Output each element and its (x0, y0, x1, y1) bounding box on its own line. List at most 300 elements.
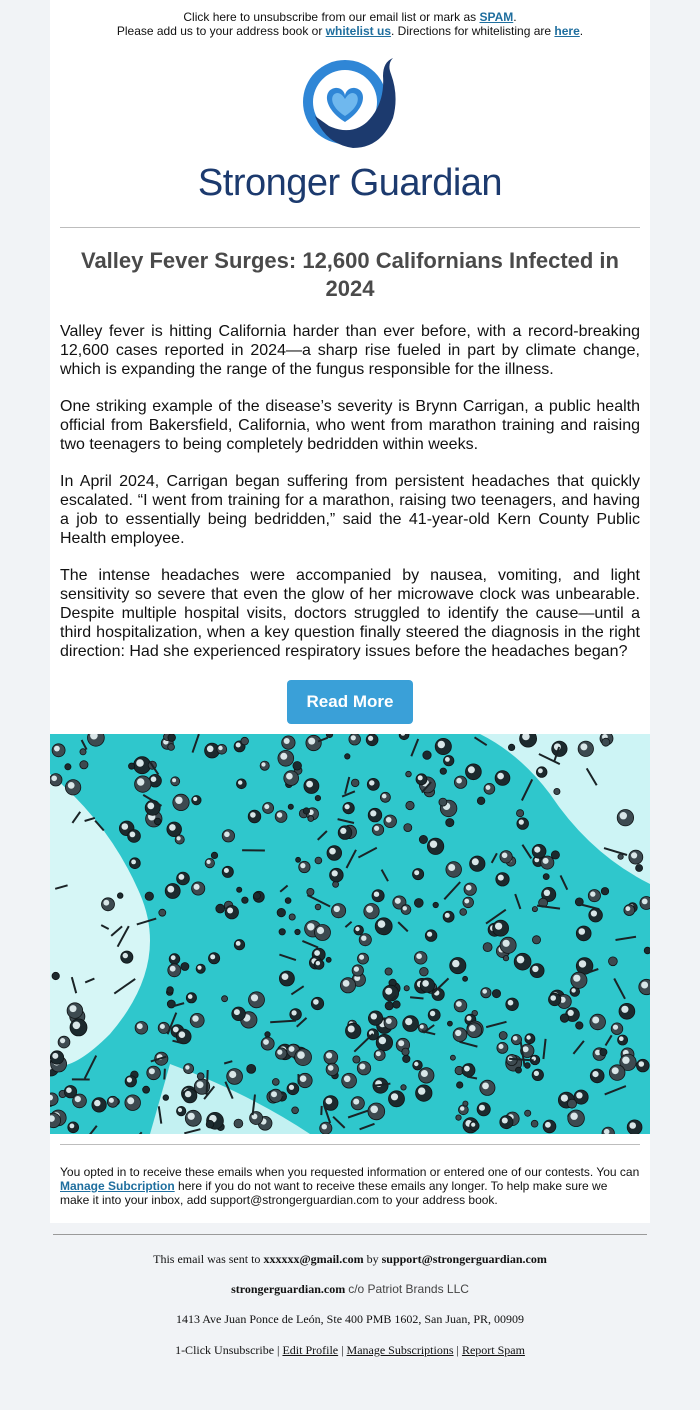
legal-divider (53, 1234, 647, 1235)
whitelist-directions-link[interactable]: here (554, 24, 580, 38)
read-more-button[interactable]: Read More (287, 680, 413, 724)
spore-highlight (579, 960, 586, 967)
header-divider (60, 227, 640, 228)
spore-highlight (513, 1036, 518, 1041)
spore-highlight (326, 1052, 332, 1058)
spore-highlight (374, 826, 379, 831)
spore-cell (117, 893, 123, 899)
spore-cell (406, 801, 414, 809)
spore-cell (237, 887, 242, 892)
spore-highlight (137, 1023, 143, 1029)
spore-highlight (391, 1093, 398, 1100)
spore-highlight (534, 1071, 539, 1076)
spore-highlight (207, 860, 211, 864)
spore-highlight (626, 906, 631, 911)
spore-cell (439, 798, 447, 806)
spore-highlight (355, 927, 359, 931)
preheader (50, 10, 650, 38)
spore-highlight (344, 1076, 351, 1083)
spore-highlight (502, 853, 508, 859)
spore-cell (80, 749, 86, 755)
spore-highlight (532, 966, 538, 972)
article-paragraph: In April 2024, Carrigan began suffering from persistent headaches that quickly escalated. “I went from training for a marathon, raising two teenagers, and having a job to essentially being bedridden,” said the 41-year-old Kern County Public Health employee. (60, 473, 640, 547)
spore-highlight (300, 1075, 307, 1082)
spore-highlight (456, 1001, 462, 1007)
spore-cell (447, 1021, 452, 1026)
spore-cell (234, 1119, 243, 1128)
spore-highlight (185, 1065, 189, 1069)
spore-highlight (284, 738, 290, 744)
spore-highlight (403, 906, 407, 910)
whitelist-link[interactable]: whitelist us (325, 24, 392, 38)
spore-highlight (590, 891, 595, 896)
spore-cell (222, 996, 228, 1002)
spore-highlight (621, 1006, 628, 1013)
spore-cell (265, 1032, 270, 1037)
spore-highlight (452, 960, 459, 967)
spore-highlight (224, 832, 230, 838)
spore-cell (517, 810, 524, 817)
spore-highlight (374, 892, 379, 897)
spore-highlight (179, 874, 185, 880)
spore-highlight (379, 1037, 386, 1044)
hypha-strand (207, 1070, 208, 1095)
spore-highlight (369, 780, 374, 785)
spore-highlight (103, 900, 109, 906)
spore-cell (353, 1056, 360, 1063)
spore-cell (242, 897, 248, 903)
spore-cell (463, 1101, 468, 1106)
spore-highlight (68, 782, 75, 789)
spore-cell (181, 963, 189, 971)
spore-highlight (430, 841, 437, 848)
spore-highlight (197, 966, 201, 970)
edit-profile-link[interactable]: Edit Profile (282, 1343, 339, 1357)
spore-cell (551, 851, 559, 859)
spore-highlight (127, 1097, 134, 1104)
spore-cell (636, 865, 643, 872)
spore-highlight (334, 906, 340, 912)
spore-cell (419, 835, 427, 843)
spore-highlight (378, 920, 386, 928)
spore-highlight (592, 1071, 598, 1077)
spore-cell (272, 1079, 279, 1086)
spore-highlight (122, 823, 129, 830)
spore-cell (303, 808, 309, 814)
spore-highlight (172, 778, 176, 782)
spore-cell (241, 737, 249, 745)
spore-cell (576, 1022, 583, 1029)
spore-highlight (371, 1013, 377, 1019)
preheader-line-2: Please add us to your address book or whitelist us. Directions for whitelisting are here. (116, 24, 584, 38)
spore-highlight (52, 1053, 58, 1059)
spore-highlight (445, 757, 450, 762)
spore-cell (477, 797, 485, 805)
spore-highlight (523, 1046, 529, 1052)
spore-cell (450, 1055, 455, 1060)
spore-highlight (631, 852, 637, 858)
spore-highlight (464, 1066, 470, 1072)
spore-cell (247, 1064, 256, 1073)
spore-highlight (641, 982, 648, 989)
optin-notice: You opted in to receive these emails when you requested information or entered one of our contests. You can Manage Subcription here if you do not want to receive these emails any longer. To help make sure we make it into your inbox, add support@strongerguardian.com to your address book. (60, 1165, 640, 1207)
spore-highlight (482, 1083, 489, 1090)
spore-highlight (289, 1046, 295, 1052)
spore-highlight (292, 1010, 297, 1015)
spore-highlight (188, 994, 193, 999)
spore-highlight (263, 1039, 269, 1045)
spore-highlight (418, 1087, 425, 1094)
spore-highlight (329, 848, 336, 855)
spore-highlight (218, 746, 222, 750)
spore-highlight (503, 940, 510, 947)
spore-highlight (579, 928, 586, 935)
spore-cell (456, 1115, 461, 1120)
spore-highlight (526, 1035, 530, 1039)
spore-highlight (580, 743, 587, 750)
spore-cell (351, 779, 359, 787)
spore-highlight (427, 932, 432, 937)
spore-highlight (495, 923, 502, 930)
spore-cell (288, 804, 293, 809)
spore-cell (216, 904, 225, 913)
company-name: c/o Patriot Brands LLC (348, 1282, 469, 1296)
spore-cell (285, 898, 291, 904)
spore-cell (644, 947, 650, 954)
spore-highlight (178, 1108, 182, 1112)
spore-cell (423, 751, 431, 759)
article-paragraph: The intense headaches were accompanied by nausea, vomiting, and light sensitivity so severe that even the glow of her microwave clock was unbearable. Despite multiple hospital visits, doctors struggled to identify the cause—until a third hospitalization, when a key question finally steered the diagnosis in the right direction: Had she experienced respiratory issues before the headaches began? (60, 567, 640, 660)
spore-highlight (328, 1065, 334, 1071)
spore-highlight (348, 1026, 355, 1033)
spore-highlight (127, 1077, 132, 1082)
spore-cell (80, 761, 88, 769)
spore-highlight (282, 973, 289, 980)
preheader-line-1: Click here to unsubscribe from our email list or mark as SPAM. (183, 10, 517, 24)
spore-highlight (471, 1123, 475, 1127)
postal-address: 1413 Ave Juan Ponce de León, Ste 400 PMB 1602, San Juan, PR, 00909 (175, 1312, 525, 1326)
spore-highlight (508, 1000, 514, 1006)
manage-subscriptions-link[interactable]: Manage Subscriptions (346, 1343, 454, 1357)
spore-cell (154, 818, 161, 825)
spore-highlight (308, 738, 315, 745)
spore-cell (308, 816, 314, 822)
spore-highlight (418, 775, 423, 780)
spore-cell (532, 907, 537, 912)
spore-cell (401, 1085, 406, 1090)
spore-highlight (197, 1081, 204, 1088)
spore-highlight (517, 956, 525, 964)
spore-highlight (236, 743, 241, 748)
spore-highlight (456, 778, 462, 784)
spore-highlight (236, 941, 241, 946)
spore-highlight (307, 923, 314, 930)
spore-highlight (332, 870, 338, 876)
spore-cell (602, 738, 610, 746)
spore-highlight (251, 994, 258, 1001)
spore-cell (457, 1082, 463, 1088)
spore-highlight (60, 1038, 65, 1043)
spore-cell (52, 972, 59, 979)
article-paragraph: One striking example of the disease’s severity is Brynn Carrigan, a public health official from Bakersfield, California, who went from marathon training and raising two teenagers to being completely bedridden within weeks. (60, 398, 640, 453)
microscopy-hero-image[interactable] (50, 734, 650, 1134)
spore-cell (601, 888, 608, 895)
spore-highlight (300, 863, 305, 868)
spore-cell (402, 1048, 409, 1055)
spore-highlight (354, 967, 359, 972)
spore-highlight (544, 890, 550, 896)
spore-highlight (147, 803, 154, 810)
spore-highlight (519, 820, 524, 825)
spore-highlight (313, 999, 319, 1005)
spore-highlight (345, 804, 350, 809)
spore-cell (159, 909, 166, 916)
spore-cell (483, 943, 492, 952)
spore-highlight (455, 1030, 461, 1036)
spore-cell (554, 788, 560, 794)
spore-highlight (66, 1087, 72, 1093)
spore-cell (292, 1107, 299, 1114)
spore-cell (145, 892, 153, 900)
spore-highlight (499, 1044, 504, 1049)
spore-cell (543, 874, 549, 880)
spore-highlight (170, 966, 176, 972)
spore-highlight (207, 746, 214, 753)
spore-highlight (430, 1011, 435, 1016)
spore-cell (516, 1067, 522, 1073)
spore-highlight (361, 936, 366, 941)
spore-cell (446, 819, 454, 827)
spore-highlight (192, 1015, 198, 1021)
spore-highlight (370, 810, 376, 816)
spore-highlight (130, 832, 136, 838)
spore-cell (463, 976, 468, 981)
article-body (60, 322, 640, 679)
spore-highlight (306, 781, 313, 788)
spore-highlight (136, 759, 144, 767)
spore-highlight (94, 1100, 100, 1106)
spore-highlight (385, 988, 392, 995)
spore-highlight (177, 836, 181, 840)
spore-cell (618, 854, 623, 859)
spore-highlight (568, 1010, 574, 1016)
spore-cell (254, 892, 261, 899)
spore-highlight (420, 1025, 424, 1029)
spore-cell (404, 824, 412, 832)
company-line (0, 1282, 700, 1296)
spore-highlight (160, 1024, 165, 1029)
spore-highlight (368, 736, 373, 741)
legal-links: 1-Click Unsubscribe | Edit Profile | Manage Subscriptions | Report Spam (175, 1343, 525, 1357)
spore-highlight (398, 1040, 404, 1046)
spore-highlight (229, 1071, 236, 1078)
spore-highlight (70, 1005, 77, 1012)
spore-highlight (224, 868, 229, 873)
spore-cell (560, 1014, 568, 1022)
spore-cell (289, 914, 295, 920)
spore-highlight (185, 1091, 191, 1097)
spore-highlight (137, 778, 144, 785)
spore-cell (315, 857, 322, 864)
spore-highlight (131, 860, 136, 865)
spore-highlight (151, 776, 157, 782)
spore-highlight (340, 828, 346, 834)
spore-highlight (414, 1062, 418, 1066)
spore-cell (385, 968, 392, 975)
spore-highlight (543, 858, 549, 864)
spore-highlight (466, 885, 472, 891)
brand-name: Stronger Guardian (197, 162, 503, 204)
spore-highlight (193, 797, 197, 801)
spore-cell (433, 902, 438, 907)
spore-cell (206, 1120, 214, 1128)
spore-highlight (570, 1113, 577, 1120)
spore-cell (406, 771, 412, 777)
spore-cell (532, 936, 540, 944)
spore-cell (296, 857, 301, 862)
spore-highlight (149, 1068, 155, 1074)
manage-subscription-link[interactable]: Manage Subcription (60, 1179, 175, 1193)
spore-highlight (227, 908, 233, 914)
spore-highlight (414, 870, 419, 875)
email-card (50, 0, 650, 1223)
hypha-strand (164, 1069, 165, 1080)
spore-highlight (351, 735, 356, 740)
article-headline: Valley Fever Surges: 12,600 Californians Infected in 2024 (80, 248, 619, 301)
spore-cell (211, 852, 217, 858)
spore-cell (197, 1073, 204, 1080)
spore-highlight (382, 794, 387, 799)
spore-highlight (438, 741, 445, 748)
spore-highlight (460, 1106, 464, 1110)
spore-highlight (573, 975, 580, 982)
spore-highlight (620, 812, 627, 819)
spore-cell (609, 957, 618, 966)
spore-highlight (576, 1092, 582, 1098)
spore-cell (531, 1120, 538, 1127)
spore-highlight (479, 1105, 485, 1111)
spore-highlight (297, 1051, 305, 1059)
spore-highlight (261, 762, 265, 766)
spore-highlight (171, 955, 176, 960)
spore-highlight (353, 1099, 359, 1105)
hypha-strand (410, 997, 423, 998)
spore-cell (168, 734, 176, 741)
spore-highlight (545, 1122, 551, 1128)
brand-logo (200, 56, 500, 156)
spore-highlight (486, 785, 491, 790)
spore-highlight (612, 1067, 619, 1074)
spore-highlight (286, 773, 293, 780)
spore-highlight (326, 1098, 333, 1105)
spore-highlight (538, 768, 543, 773)
spore-highlight (317, 927, 324, 934)
spore-cell (393, 1001, 400, 1008)
spore-highlight (370, 1106, 378, 1114)
spore-highlight (238, 780, 242, 784)
spore-highlight (51, 776, 57, 782)
spam-link[interactable]: SPAM (479, 10, 514, 24)
spore-cell (293, 762, 302, 771)
spore-highlight (464, 899, 469, 904)
one-click-unsubscribe-link[interactable]: 1-Click Unsubscribe (175, 1343, 275, 1357)
spore-highlight (639, 1061, 645, 1067)
spore-cell (315, 904, 321, 910)
spore-highlight (280, 753, 287, 760)
company-domain: strongerguardian.com (231, 1282, 346, 1296)
spore-cell (277, 908, 285, 916)
spore-highlight (386, 817, 392, 823)
spore-highlight (277, 812, 282, 817)
spore-highlight (175, 797, 182, 804)
spore-highlight (169, 824, 176, 831)
spore-highlight (591, 910, 597, 916)
spore-cell (65, 764, 71, 770)
spore-highlight (561, 1095, 568, 1102)
spore-highlight (70, 1124, 75, 1129)
spore-cell (143, 1086, 150, 1093)
spore-highlight (534, 847, 540, 853)
spore-cell (345, 754, 350, 759)
footer-divider (60, 1144, 640, 1145)
sender-email: support@strongerguardian.com (381, 1252, 547, 1266)
spore-cell (403, 1055, 410, 1062)
spore-highlight (445, 913, 450, 918)
spore-highlight (395, 898, 401, 904)
spore-cell (167, 987, 174, 994)
spore-highlight (179, 1031, 186, 1038)
spore-cell (295, 929, 300, 934)
spore-highlight (366, 906, 373, 913)
spore-highlight (467, 1016, 472, 1021)
spore-highlight (502, 1118, 508, 1124)
spore-cell (600, 1049, 607, 1056)
spore-highlight (314, 950, 320, 956)
spore-highlight (194, 884, 200, 890)
report-spam-link[interactable]: Report Spam (461, 1343, 525, 1357)
fungal-spores-image (50, 734, 650, 1134)
spore-cell (279, 929, 285, 935)
spore-highlight (210, 954, 215, 959)
spore-cell (168, 744, 175, 751)
spore-highlight (619, 1036, 624, 1041)
spore-highlight (343, 980, 350, 987)
spore-highlight (234, 1009, 240, 1015)
spore-highlight (550, 995, 556, 1001)
spore-highlight (359, 955, 364, 960)
spore-cell (129, 763, 135, 769)
spore-highlight (271, 1091, 277, 1097)
spore-cell (525, 1110, 531, 1116)
spore-cell (440, 768, 446, 774)
spore-highlight (469, 1025, 476, 1032)
spore-highlight (405, 1018, 412, 1025)
spore-highlight (73, 1022, 81, 1030)
spore-cell (326, 957, 331, 962)
heart-hand-logo-icon (295, 56, 405, 156)
spore-highlight (468, 766, 475, 773)
spore-highlight (498, 875, 504, 881)
spore-highlight (54, 746, 60, 752)
spore-highlight (629, 1122, 636, 1129)
spore-highlight (622, 1057, 629, 1064)
spore-highlight (376, 1051, 381, 1056)
article-paragraph: Valley fever is hitting California harder than ever before, with a record-breaking 12,600 cases reported in 2024—a sharp rise fueled in part by climate change, which is expanding the range of the fungus responsible for the illness. (60, 323, 640, 378)
spore-highlight (277, 1050, 282, 1055)
spore-highlight (421, 1070, 428, 1077)
spore-cell (414, 899, 423, 908)
spore-cell (315, 795, 320, 800)
